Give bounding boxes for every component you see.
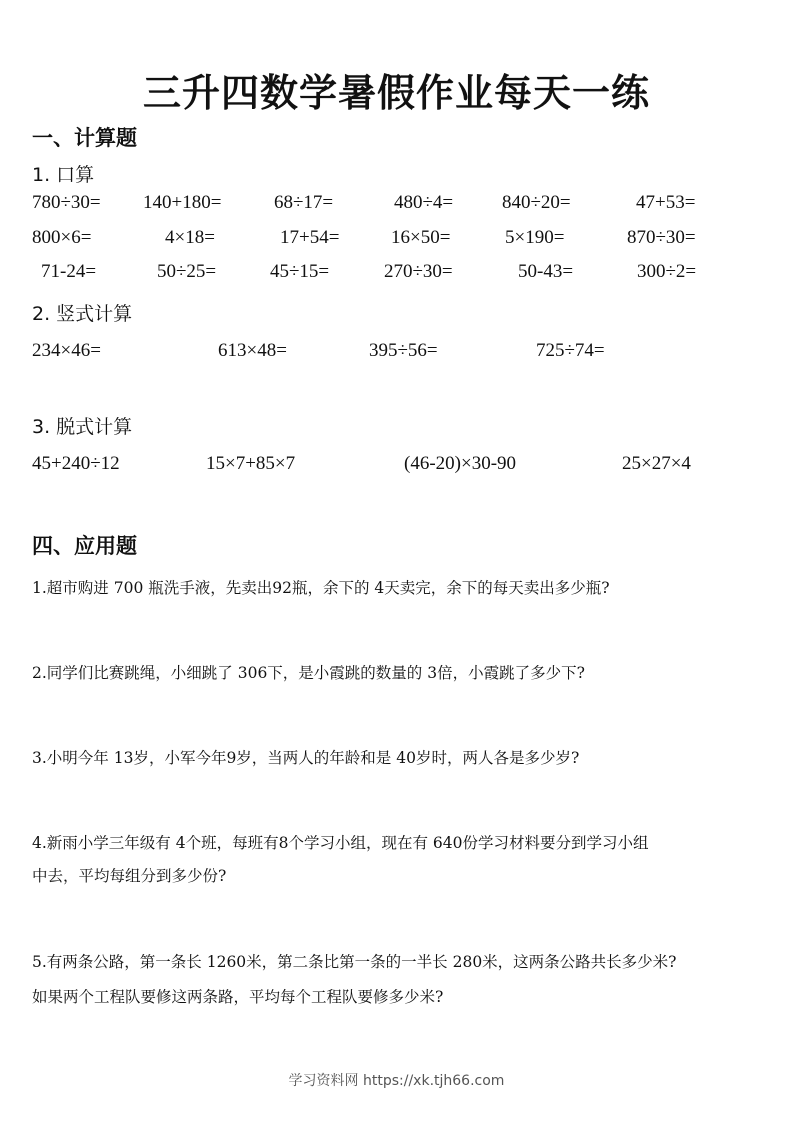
oral-item: 4×18= — [165, 227, 215, 248]
subheading-stepwise: 3. 脱式计算 — [32, 416, 133, 438]
oral-item: 870÷30= — [627, 227, 696, 248]
oral-item: 50÷25= — [157, 261, 217, 282]
problem-4-line: 中去，平均每组分到多少份? — [32, 867, 227, 885]
vertical-item: 395÷56= — [369, 340, 438, 361]
section-heading-calculation: 一、计算题 — [32, 126, 137, 150]
oral-item: 840÷20= — [502, 192, 571, 213]
oral-item: 780÷30= — [32, 192, 101, 213]
subheading-oral: 1. 口算 — [32, 164, 95, 186]
oral-item: 480÷4= — [394, 192, 454, 213]
problem-1-line: 1.超市购进 700 瓶洗手液，先卖出92瓶，余下的 4天卖完，余下的每天卖出多少瓶? — [32, 579, 610, 597]
oral-item: 140+180= — [143, 192, 222, 213]
stepwise-item: 45+240÷12 — [32, 453, 120, 474]
problem-2-line: 2.同学们比赛跳绳，小细跳了 306下，是小霞跳的数量的 3倍，小霞跳了多少下? — [32, 664, 585, 682]
oral-item: 16×50= — [391, 227, 451, 248]
vertical-item: 234×46= — [32, 340, 101, 361]
page-title: 三升四数学暑假作业每天一练 — [142, 71, 650, 115]
problem-5-line: 5.有两条公路，第一条长 1260米，第二条比第一条的一半长 280米，这两条公路共长多少米? — [32, 953, 677, 971]
problem-5-line: 如果两个工程队要修这两条路，平均每个工程队要修多少米? — [32, 988, 444, 1006]
oral-item: 300÷2= — [637, 261, 697, 282]
oral-item: 270÷30= — [384, 261, 453, 282]
oral-item: 47+53= — [636, 192, 696, 213]
section-heading-word-problems: 四、应用题 — [32, 534, 137, 558]
stepwise-item: 15×7+85×7 — [206, 453, 296, 474]
vertical-item: 725÷74= — [536, 340, 605, 361]
problem-4-line: 4.新雨小学三年级有 4个班，每班有8个学习小组，现在有 640份学习材料要分到学习小组 — [32, 834, 649, 852]
oral-item: 5×190= — [505, 227, 565, 248]
footer-watermark: 学习资料网 https://xk.tjh66.com — [288, 1073, 505, 1089]
stepwise-item: 25×27×4 — [622, 453, 691, 474]
oral-item: 800×6= — [32, 227, 92, 248]
oral-item: 45÷15= — [270, 261, 330, 282]
problem-3-line: 3.小明今年 13岁，小军今年9岁，当两人的年龄和是 40岁时，两人各是多少岁? — [32, 749, 580, 767]
oral-item: 71-24= — [41, 261, 97, 282]
oral-item: 50-43= — [518, 261, 574, 282]
stepwise-item: (46-20)×30-90 — [404, 453, 517, 474]
subheading-vertical: 2. 竖式计算 — [32, 303, 133, 325]
oral-item: 17+54= — [280, 227, 340, 248]
vertical-item: 613×48= — [218, 340, 287, 361]
oral-item: 68÷17= — [274, 192, 334, 213]
